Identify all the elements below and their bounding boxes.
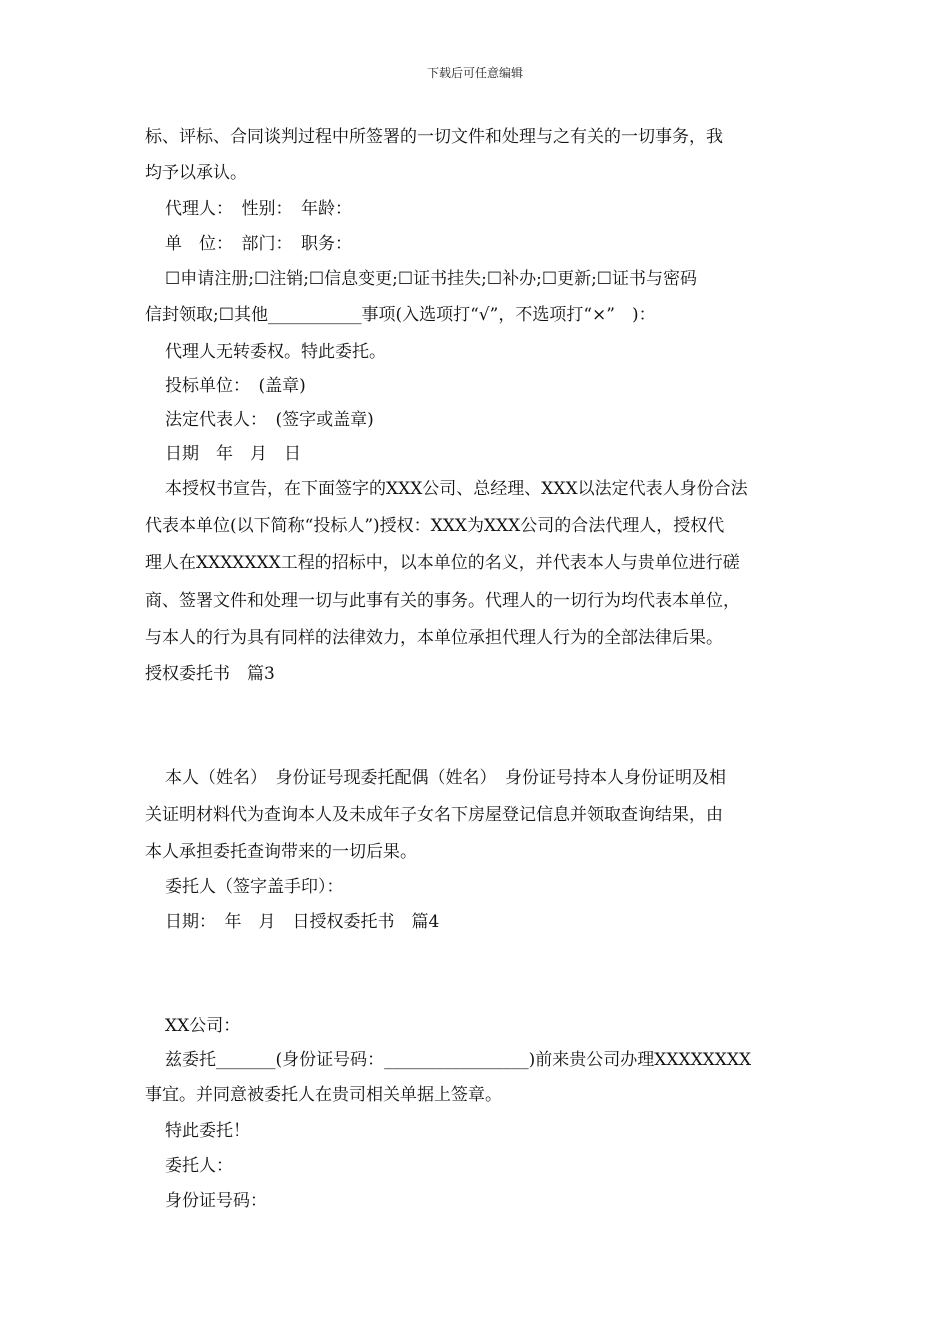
unit-info-line: 单 位： 部门： 职务：	[165, 234, 352, 254]
principal-signature-line: 委托人（签字盖手印）：	[165, 877, 344, 897]
paragraph-line: 本人（姓名） 身份证号现委托配偶（姓名） 身份证号持本人身份证明及相	[165, 768, 726, 788]
paragraph-line: 标、评标、合同谈判过程中所签署的一切文件和处理与之有关的一切事务，我	[145, 127, 723, 147]
paragraph-line: 代理人无转委权。特此委托。	[165, 342, 386, 362]
bidder-unit-line: 投标单位： (盖章)	[165, 376, 306, 396]
options-line: ☐申请注册;☐注销;☐信息变更;☐证书挂失;☐补办;☐更新;☐证书与密码	[165, 269, 698, 289]
paragraph-line: 兹委托_______(身份证号码：_________________)前来贵公司办理XXXXXXXX	[165, 1050, 752, 1070]
principal-line: 委托人：	[165, 1156, 233, 1176]
paragraph-line: 商、签署文件和处理一切与此事有关的事务。代理人的一切行为均代表本单位，	[145, 591, 740, 611]
legal-representative-line: 法定代表人： (签字或盖章)	[165, 410, 374, 430]
paragraph-line: 均予以承认。	[145, 163, 247, 183]
paragraph-line: 特此委托！	[165, 1121, 250, 1141]
paragraph-line: 理人在XXXXXXX工程的招标中，以本单位的名义，并代表本人与贵单位进行磋	[145, 553, 740, 573]
date-line: 日期： 年 月 日授权委托书 篇4	[165, 912, 440, 932]
id-number-line: 身份证号码：	[165, 1191, 267, 1211]
paragraph-line: 代表本单位(以下简称“投标人”)授权：XXX为XXX公司的合法代理人，授权代	[145, 516, 725, 536]
paragraph-line: 本人承担委托查询带来的一切后果。	[145, 842, 417, 862]
options-line: 信封领取;☐其他___________事项(入选项打“√”，不选项打“×” )：	[145, 305, 656, 325]
date-line: 日期 年 月 日	[165, 444, 301, 464]
section-title: 授权委托书 篇3	[145, 664, 275, 684]
paragraph-line: 事宜。并同意被委托人在贵司相关单据上签章。	[145, 1085, 502, 1105]
paragraph-line: 本授权书宣告，在下面签字的XXX公司、总经理、XXX以法定代表人身份合法	[165, 479, 748, 499]
page-header: 下载后可任意编辑	[426, 66, 523, 80]
addressee-line: XX公司：	[165, 1016, 241, 1036]
paragraph-line: 关证明材料代为查询本人及未成年子女名下房屋登记信息并领取查询结果，由	[145, 805, 723, 825]
paragraph-line: 与本人的行为具有同样的法律效力，本单位承担代理人行为的全部法律后果。	[145, 628, 723, 648]
agent-info-line: 代理人： 性别： 年龄：	[165, 199, 352, 219]
